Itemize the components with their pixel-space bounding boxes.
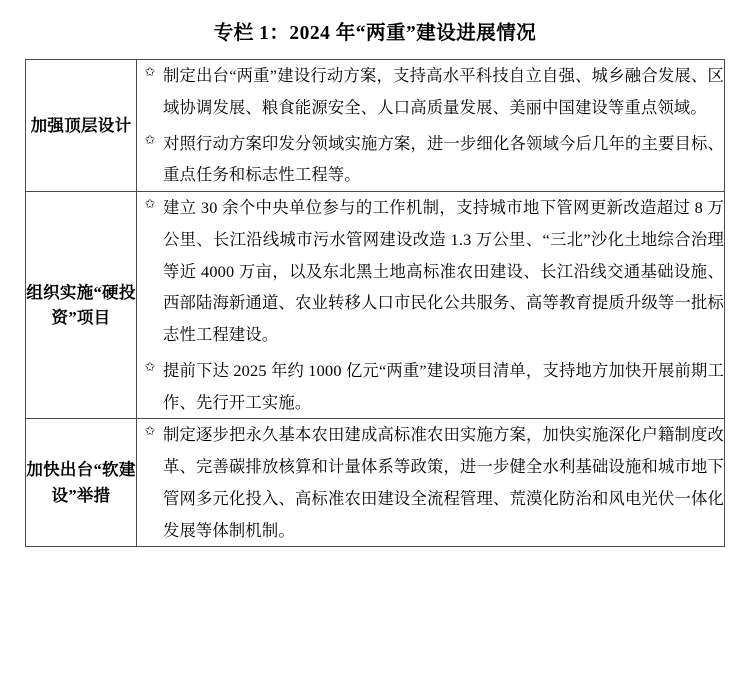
star-bullet-icon: ✩ — [144, 65, 156, 80]
item-list — [137, 60, 724, 191]
page-title: 专栏 1：2024 年“两重”建设进展情况 — [213, 23, 537, 44]
progress-table — [25, 59, 725, 547]
star-bullet-icon: ✩ — [144, 424, 156, 440]
row-content-soft-measures — [137, 419, 725, 547]
table-row — [26, 419, 725, 547]
table-row — [26, 192, 725, 419]
row-content-top-design — [137, 60, 725, 192]
table-row — [26, 60, 725, 192]
list-item — [137, 60, 724, 124]
list-item — [137, 128, 724, 192]
row-label-soft-measures: 加快出台“软建设”举措 — [26, 419, 137, 547]
list-item — [137, 419, 724, 546]
list-item — [137, 192, 724, 351]
table-body — [26, 60, 725, 547]
star-bullet-icon: ✩ — [144, 132, 156, 148]
list-item-text: 制定出台“两重”建设行动方案，支持高水平科技自立自强、城乡融合发展、区域协调发展、粮食能源安全、人口高质量发展、美丽中国建设等重点领域。 — [163, 66, 724, 117]
row-label-hard-investment: 组织实施“硬投资”项目 — [26, 192, 137, 419]
star-bullet-icon: ✩ — [144, 197, 156, 213]
star-bullet-icon: ✩ — [144, 359, 156, 375]
list-item — [137, 355, 724, 419]
item-list — [137, 192, 724, 418]
list-item-text: 对照行动方案印发分领域实施方案，进一步细化各领域今后几年的主要目标、重点任务和标志性工程等。 — [163, 133, 724, 185]
item-list — [137, 419, 724, 546]
document-page — [0, 17, 750, 547]
row-content-hard-investment — [137, 192, 725, 419]
list-item-text: 提前下达 2025 年约 1000 亿元“两重”建设项目清单，支持地方加快开展前期工作、先行开工实施。 — [163, 360, 724, 412]
list-item-text: 建立 30 余个中央单位参与的工作机制，支持城市地下管网更新改造超过 8 万公里、长江沿线城市污水管网建设改造 1.3 万公里、“三北”沙化土地综合治理等近 4000 万亩，以及东北黑土地高标准农田建设、长江沿线交通基础设施、西部陆海新通道、农业转移人口市民化公共服务、高等教育提质升级等一批标志性工程建设。 — [163, 198, 724, 345]
list-item-text: 制定逐步把永久基本农田建成高标准农田实施方案，加快实施深化户籍制度改革、完善碳排放核算和计量体系等政策，进一步健全水利基础设施和城市地下管网多元化投入、高标准农田建设全流程管理、荒漠化防治和风电光伏一体化发展等体制机制。 — [163, 425, 724, 540]
row-label-top-design: 加强顶层设计 — [26, 60, 137, 192]
